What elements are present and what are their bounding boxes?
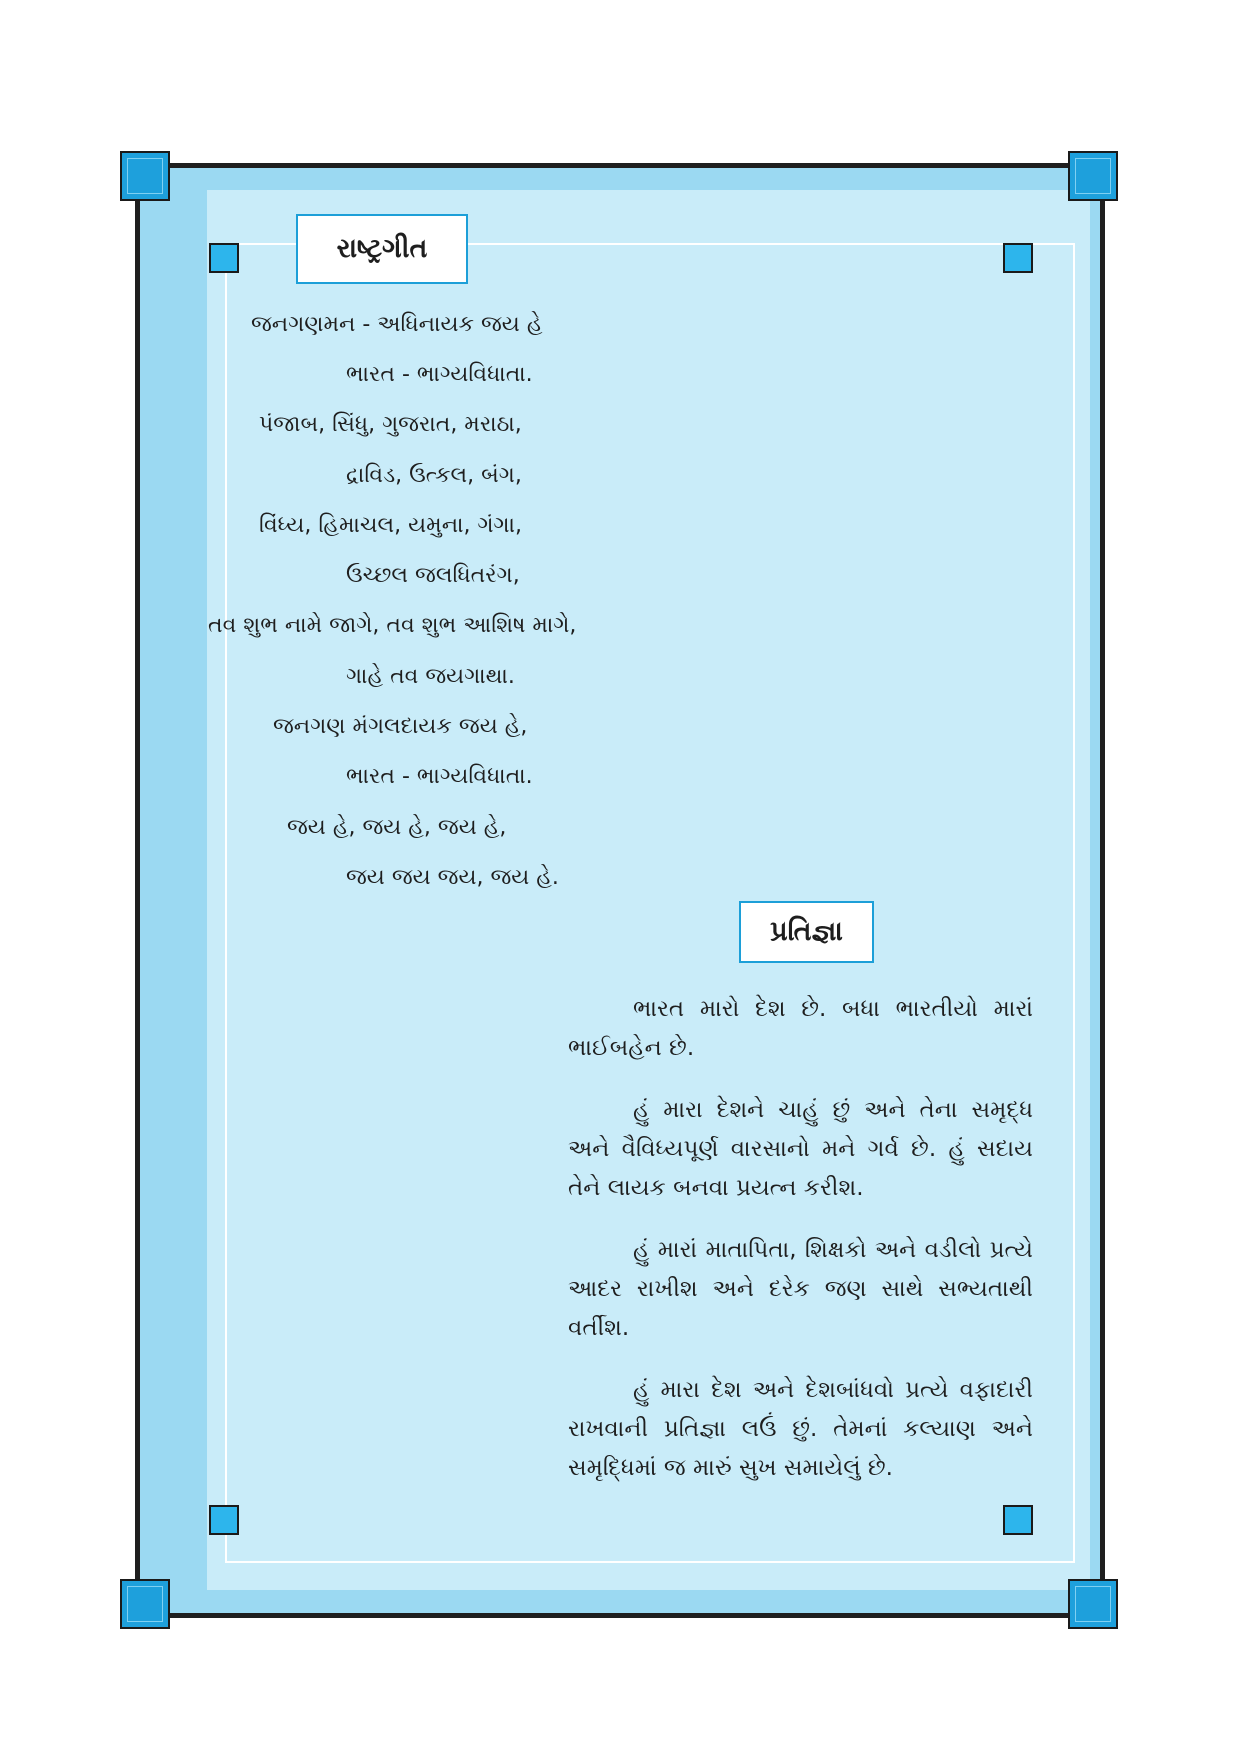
corner-square-top-right <box>1068 151 1118 201</box>
anthem-line: ભારત - ભાગ્યવિધાતા. <box>346 362 533 387</box>
anthem-line: જનગણ મંગલદાયક જય હે, <box>273 714 528 739</box>
anthem-title: રાષ્ટ્રગીત <box>336 233 428 264</box>
pledge-paragraph: હું મારા દેશ અને દેશબાંધવો પ્રત્યે વફાદારી રાખવાની પ્રતિજ્ઞા લઉં છું. તેમનાં કલ્યાણ અને સમૃદ્ધિમાં જ મારું સુખ સમાયેલું છે. <box>568 1377 1033 1481</box>
corner-square-top-left <box>120 151 170 201</box>
pledge-paragraph: હું મારા દેશને ચાહું છું અને તેના સમૃદ્ધ અને વૈવિધ્યપૂર્ણ વારસાનો મને ગર્વ છે. હું સદાય તેને લાયક બનવા પ્રયત્ન કરીશ. <box>568 1097 1033 1201</box>
anthem-line: વિંધ્ય, હિમાચલ, યમુના, ગંગા, <box>259 513 522 538</box>
pledge-title: પ્રતિજ્ઞા <box>770 916 843 947</box>
pledge-text <box>568 990 1033 1511</box>
anthem-line: ગાહે તવ જયગાથા. <box>346 664 515 689</box>
anthem-line: જય જય જય, જય હે. <box>346 865 559 890</box>
inner-square-top-left <box>209 243 239 273</box>
anthem-line: તવ શુભ નામે જાગે, તવ શુભ આશિષ માગે, <box>208 613 577 638</box>
anthem-line: ભારત - ભાગ્યવિધાતા. <box>346 764 533 789</box>
pledge-title-box <box>739 901 874 963</box>
pledge-paragraph: ભારત મારો દેશ છે. બધા ભારતીયો મારાં ભાઈબહેન છે. <box>568 996 1033 1061</box>
anthem-line: જય હે, જય હે, જય હે, <box>287 815 507 840</box>
inner-square-bottom-left <box>209 1505 239 1535</box>
anthem-title-box <box>296 214 468 284</box>
anthem-line: દ્રાવિડ, ઉત્કલ, બંગ, <box>346 463 522 488</box>
anthem-line: જનગણમન - અધિનાયક જય હે <box>251 312 543 337</box>
pledge-paragraph: હું મારાં માતાપિતા, શિક્ષકો અને વડીલો પ્રત્યે આદર રાખીશ અને દરેક જણ સાથે સભ્યતાથી વર્તીશ. <box>568 1237 1033 1341</box>
corner-square-bottom-right <box>1068 1579 1118 1629</box>
anthem-line: ઉચ્છલ જલધિતરંગ, <box>346 563 520 588</box>
inner-square-top-right <box>1003 243 1033 273</box>
corner-square-bottom-left <box>120 1579 170 1629</box>
anthem-line: પંજાબ, સિંધુ, ગુજરાત, મરાઠા, <box>259 412 522 437</box>
